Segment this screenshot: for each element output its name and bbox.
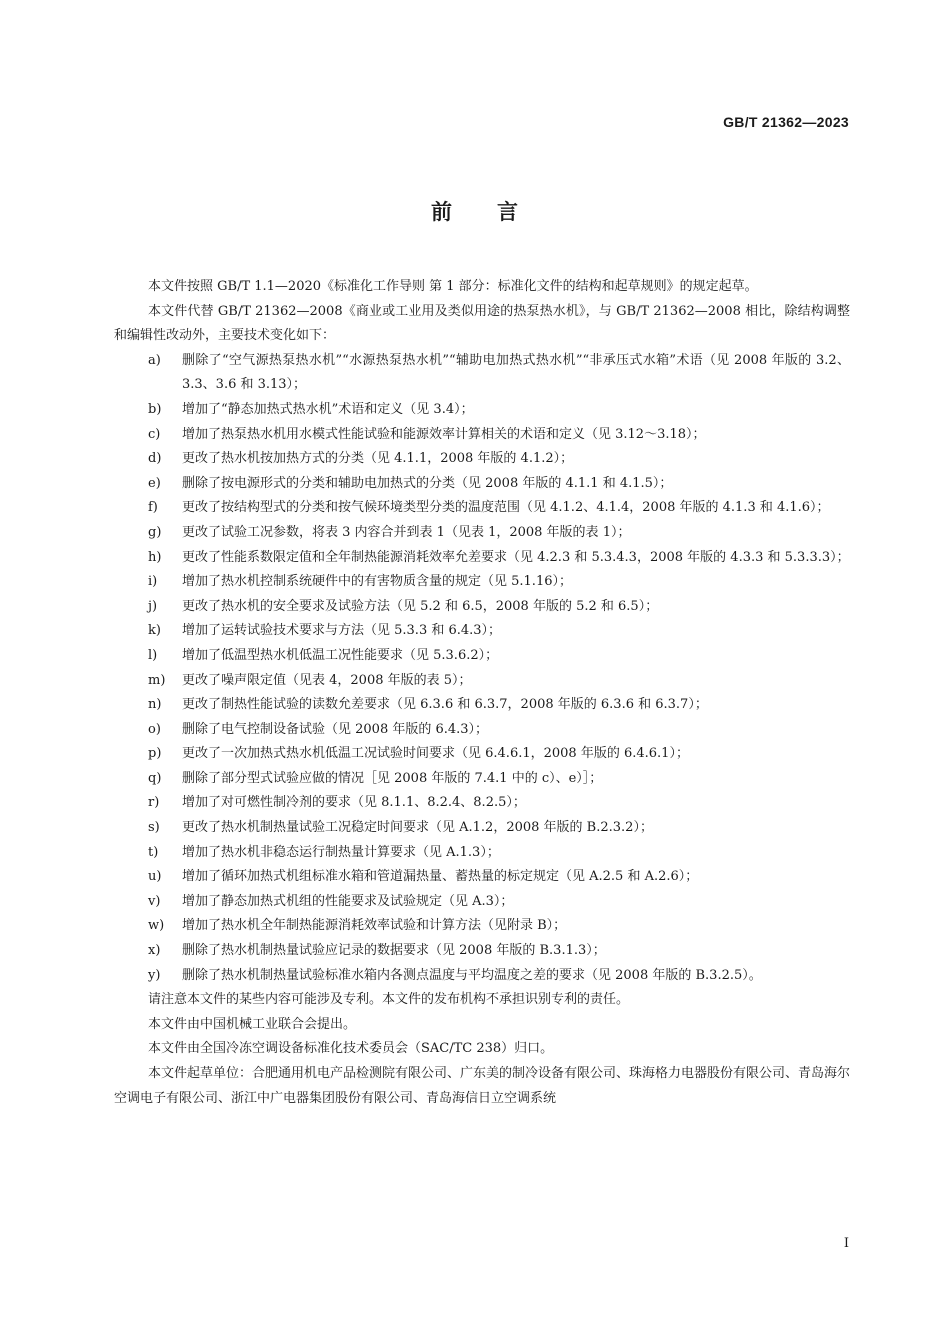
list-item-text: 更改了一次加热式热水机低温工况试验时间要求（见 6.4.6.1，2008 年版的 6.4.6.1）； xyxy=(182,746,689,762)
list-item xyxy=(114,398,850,423)
list-marker: u) xyxy=(148,869,162,885)
list-marker: w) xyxy=(148,918,165,934)
list-item-text: 增加了热泵热水机用水模式性能试验和能源效率计算相关的术语和定义（见 3.12～3.18）； xyxy=(182,426,706,442)
list-item-text: 增加了对可燃性制冷剂的要求（见 8.1.1、8.2.4、8.2.5）； xyxy=(182,795,526,811)
list-item xyxy=(114,595,850,620)
list-marker: j) xyxy=(148,598,158,614)
list-item-text: 更改了按结构型式的分类和按气候环境类型分类的温度范围（见 4.1.2、4.1.4，2008 年版的 4.1.3 和 4.1.6）； xyxy=(182,500,830,516)
list-item xyxy=(114,546,850,571)
list-marker: p) xyxy=(148,746,162,762)
list-item xyxy=(114,791,850,816)
list-item xyxy=(114,693,850,718)
list-item xyxy=(114,964,850,989)
list-item-text: 更改了热水机按加热方式的分类（见 4.1.1，2008 年版的 4.1.2）； xyxy=(182,451,574,467)
title-char-1: 前 xyxy=(431,200,453,224)
list-marker: n) xyxy=(148,697,162,713)
list-marker: g) xyxy=(148,524,162,540)
title-char-2: 言 xyxy=(497,200,519,224)
closing-paragraph: 本文件由中国机械工业联合会提出。 xyxy=(148,1016,357,1032)
intro-paragraph: 本文件按照 GB/T 1.1—2020《标准化工作导则 第 1 部分：标准化文件的结构和起草规则》的规定起草。 xyxy=(148,279,758,294)
list-item xyxy=(114,718,850,743)
list-item-text: 增加了循环加热式机组标准水箱和管道漏热量、蓄热量的标定规定（见 A.2.5 和 A.2.6）； xyxy=(182,869,699,885)
closing-paragraph: 本文件由全国冷冻空调设备标准化技术委员会（SAC/TC 238）归口。 xyxy=(148,1041,554,1057)
list-item xyxy=(114,570,850,595)
list-marker: y) xyxy=(148,967,161,983)
list-marker: v) xyxy=(148,893,161,909)
list-item-text: 删除了热水机制热量试验应记录的数据要求（见 2008 年版的 B.3.1.3）； xyxy=(182,943,606,959)
list-item xyxy=(114,865,850,890)
list-item-text: 增加了热水机非稳态运行制热量计算要求（见 A.1.3）； xyxy=(182,844,500,860)
list-item-text: 删除了热水机制热量试验标准水箱内各测点温度与平均温度之差的要求（见 2008 年版的 B.3.2.5）。 xyxy=(182,967,762,983)
list-item xyxy=(114,521,850,546)
list-item xyxy=(114,669,850,694)
list-item xyxy=(114,644,850,669)
list-item xyxy=(114,939,850,964)
list-item-text: 增加了“静态加热式热水机”术语和定义（见 3.4）； xyxy=(182,401,474,417)
list-marker: e) xyxy=(148,475,161,491)
list-item-text: 更改了噪声限定值（见表 4，2008 年版的表 5）； xyxy=(182,672,472,688)
list-marker: l) xyxy=(148,647,158,663)
list-marker: r) xyxy=(148,795,160,811)
list-item-text: 增加了运转试验技术要求与方法（见 5.3.3 和 6.4.3）； xyxy=(182,623,502,639)
list-marker: s) xyxy=(148,820,160,836)
list-item xyxy=(114,914,850,939)
closing-paragraph: 请注意本文件的某些内容可能涉及专利。本文件的发布机构不承担识别专利的责任。 xyxy=(148,992,630,1008)
list-item xyxy=(114,496,850,521)
list-marker: b) xyxy=(148,401,162,417)
technical-changes-list xyxy=(114,349,850,988)
list-item xyxy=(114,349,850,398)
list-marker: f) xyxy=(148,500,158,516)
list-marker: t) xyxy=(148,844,159,860)
list-item-text: 增加了静态加热式机组的性能要求及试验规定（见 A.3）； xyxy=(182,893,514,909)
list-marker: h) xyxy=(148,549,162,565)
list-item xyxy=(114,447,850,472)
list-item-text: 删除了“空气源热泵热水机”“水源热泵热水机”“辅助电加热式热水机”“非承压式水箱”术语（见 2008 年版的 3.2、3.3、3.6 和 3.13）； xyxy=(182,352,850,393)
list-item-text: 更改了制热性能试验的读数允差要求（见 6.3.6 和 6.3.7，2008 年版的 6.3.6 和 6.3.7）； xyxy=(182,697,708,713)
list-item-text: 增加了低温型热水机低温工况性能要求（见 5.3.6.2）； xyxy=(182,647,499,663)
list-item-text: 更改了热水机制热量试验工况稳定时间要求（见 A.1.2，2008 年版的 B.2.3.2）； xyxy=(182,820,653,836)
list-item xyxy=(114,619,850,644)
foreword-body xyxy=(114,275,850,1111)
list-marker: q) xyxy=(148,770,162,786)
page-number: I xyxy=(843,1236,849,1251)
list-marker: i) xyxy=(148,574,158,590)
page-title xyxy=(0,196,950,226)
list-item xyxy=(114,816,850,841)
list-item xyxy=(114,841,850,866)
list-marker: a) xyxy=(148,352,161,368)
list-item xyxy=(114,472,850,497)
list-item-text: 删除了按电源形式的分类和辅助电加热式的分类（见 2008 年版的 4.1.1 和 4.1.5）； xyxy=(182,475,673,491)
closing-paragraph: 本文件起草单位：合肥通用机电产品检测院有限公司、广东美的制冷设备有限公司、珠海格力电器股份有限公司、青岛海尔空调电子有限公司、浙江中广电器集团股份有限公司、青岛海信日立空调系统 xyxy=(114,1066,851,1106)
list-item-text: 增加了热水机控制系统硬件中的有害物质含量的规定（见 5.1.16）； xyxy=(182,574,572,590)
list-item xyxy=(114,742,850,767)
list-marker: d) xyxy=(148,451,162,467)
list-item-text: 增加了热水机全年制热能源消耗效率试验和计算方法（见附录 B）； xyxy=(182,918,567,934)
list-marker: c) xyxy=(148,426,161,442)
list-item-text: 删除了部分型式试验应做的情况［见 2008 年版的 7.4.1 中的 c）、e）］； xyxy=(182,770,603,786)
intro-paragraph: 本文件代替 GB/T 21362—2008《商业或工业用及类似用途的热泵热水机》，与 GB/T 21362—2008 相比，除结构调整和编辑性改动外，主要技术变化如下： xyxy=(114,303,850,344)
list-item-text: 更改了性能系数限定值和全年制热能源消耗效率允差要求（见 4.2.3 和 5.3.4.3，2008 年版的 4.3.3 和 5.3.3.3）； xyxy=(182,549,850,565)
list-item xyxy=(114,423,850,448)
list-item-text: 更改了试验工况参数，将表 3 内容合并到表 1（见表 1，2008 年版的表 1）； xyxy=(182,524,631,540)
list-item xyxy=(114,890,850,915)
list-marker: x) xyxy=(148,943,161,959)
list-item-text: 删除了电气控制设备试验（见 2008 年版的 6.4.3）； xyxy=(182,721,489,737)
list-marker: o) xyxy=(148,721,161,737)
list-item xyxy=(114,767,850,792)
document-code: GB/T 21362—2023 xyxy=(723,114,849,130)
list-marker: k) xyxy=(148,623,161,639)
list-item-text: 更改了热水机的安全要求及试验方法（见 5.2 和 6.5，2008 年版的 5.2 和 6.5）； xyxy=(182,598,659,614)
list-marker: m) xyxy=(148,672,166,688)
